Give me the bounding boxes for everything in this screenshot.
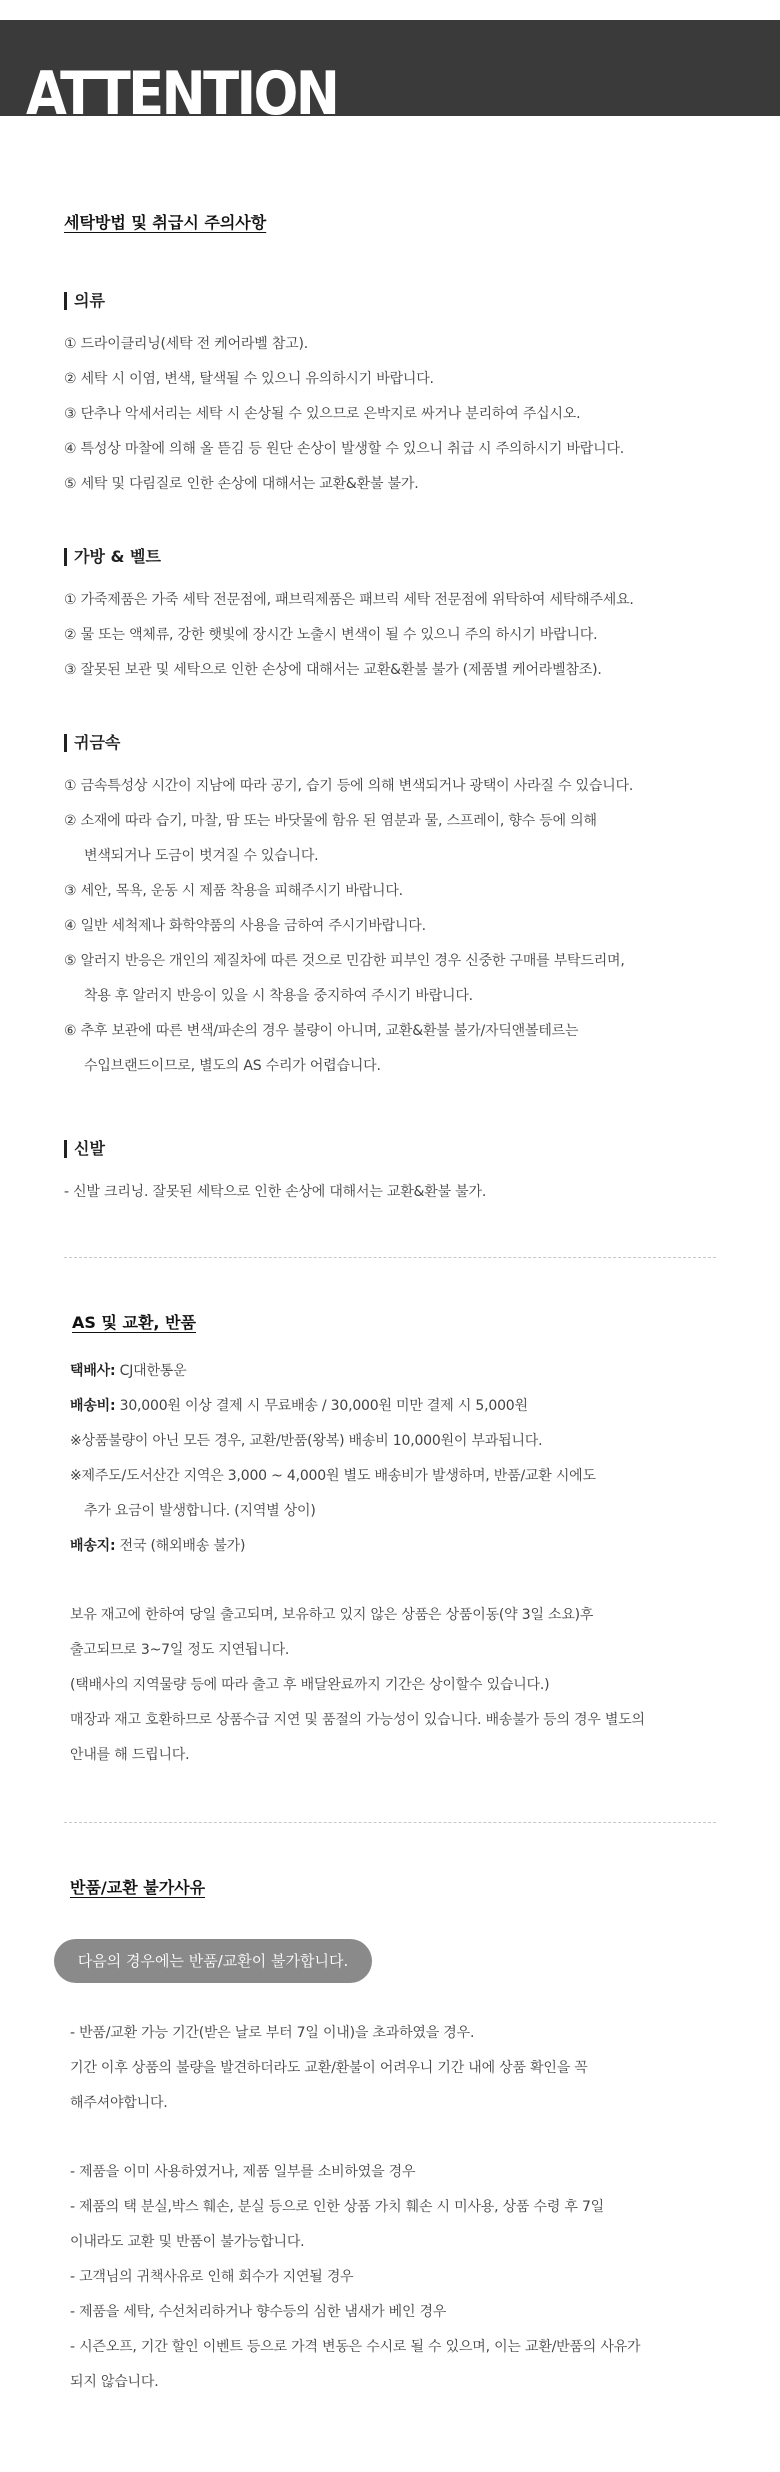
fee-row <box>70 1397 528 1415</box>
note-line-cont: 추가 요금이 발생합니다. (지역별 상이) <box>84 1503 316 1519</box>
metal-item: ① 금속특성상 시간이 지남에 따라 공기, 습기 등에 의해 변색되거나 광택이 사라질 수 있습니다. <box>64 778 634 794</box>
metal-item: ③ 세안, 목욕, 운동 시 제품 착용을 피해주시기 바랍니다. <box>64 883 403 899</box>
metal-item-cont: 수입브랜드이므로, 별도의 AS 수리가 어렵습니다. <box>84 1058 381 1074</box>
stock-line: 출고되므로 3~7일 정도 지연됩니다. <box>70 1642 290 1658</box>
return-line: - 제품을 세탁, 수선처리하거나 향수등의 심한 냄새가 베인 경우 <box>70 2304 447 2320</box>
bags-item: ① 가죽제품은 가죽 세탁 전문점에, 패브릭제품은 패브릭 세탁 전문점에 위탁하여 세탁해주세요. <box>64 592 634 608</box>
courier-label: 택배사: <box>70 1363 116 1379</box>
attention-banner <box>0 20 780 116</box>
return-line: - 제품의 택 분실,박스 훼손, 분실 등으로 인한 상품 가치 훼손 시 미사용, 상품 수령 후 7일 <box>70 2199 605 2215</box>
stock-line: 안내를 해 드립니다. <box>70 1747 190 1763</box>
metal-item-cont: 변색되거나 도금이 벗겨질 수 있습니다. <box>84 848 319 864</box>
clothing-item: ① 드라이클리닝(세탁 전 케어라벨 참고). <box>64 336 308 352</box>
return-line: 해주셔야합니다. <box>70 2095 168 2111</box>
area-row <box>70 1537 245 1555</box>
fee-label: 배송비: <box>70 1398 116 1414</box>
shoes-item: - 신발 크리닝. 잘못된 세탁으로 인한 손상에 대해서는 교환&환불 불가. <box>64 1184 487 1200</box>
banner-title: ATTENTION <box>26 59 338 116</box>
bags-item: ③ 잘못된 보관 및 세탁으로 인한 손상에 대해서는 교환&환불 불가 (제품별 케어라벨참조). <box>64 662 602 678</box>
return-line: 되지 않습니다. <box>70 2374 159 2390</box>
stock-line: 매장과 재고 호환하므로 상품수급 지연 및 품절의 가능성이 있습니다. 배송불가 등의 경우 별도의 <box>70 1712 645 1728</box>
note-line: ※상품불량이 아닌 모든 경우, 교환/반품(왕복) 배송비 10,000원이 부과됩니다. <box>70 1433 543 1449</box>
stock-line: 보유 재고에 한하여 당일 출고되며, 보유하고 있지 않은 상품은 상품이동(약 3일 소요)후 <box>70 1607 594 1623</box>
courier-row <box>70 1362 186 1380</box>
as-heading: AS 및 교환, 반품 <box>72 1313 196 1332</box>
returns-heading: 반품/교환 불가사유 <box>70 1878 206 1897</box>
return-line: - 제품을 이미 사용하였거나, 제품 일부를 소비하였을 경우 <box>70 2164 416 2180</box>
courier-value: CJ대한통운 <box>115 1363 187 1379</box>
area-value: 전국 (해외배송 불가) <box>115 1538 246 1554</box>
return-line: 이내라도 교환 및 반품이 불가능합니다. <box>70 2234 305 2250</box>
section-divider <box>64 1822 716 1823</box>
clothing-item: ⑤ 세탁 및 다림질로 인한 손상에 대해서는 교환&환불 불가. <box>64 476 419 492</box>
notice-pill: 다음의 경우에는 반품/교환이 불가합니다. <box>54 1939 372 1983</box>
metal-item: ⑤ 알러지 반응은 개인의 제질차에 따른 것으로 민감한 피부인 경우 신중한 구매를 부탁드리며, <box>64 953 625 969</box>
stock-line: (택배사의 지역물량 등에 따라 출고 후 배달완료까지 기간은 상이할수 있습니다.) <box>70 1677 550 1693</box>
bags-title: 가방 & 벨트 <box>64 548 161 566</box>
metal-item-cont: 착용 후 알러지 반응이 있을 시 착용을 중지하여 주시기 바랍니다. <box>84 988 473 1004</box>
note-line: ※제주도/도서산간 지역은 3,000 ~ 4,000원 별도 배송비가 발생하며, 반품/교환 시에도 <box>70 1468 596 1484</box>
metal-item: ⑥ 추후 보관에 따른 변색/파손의 경우 불량이 아니며, 교환&환불 불가/자딕앤볼테르는 <box>64 1023 579 1039</box>
metal-item: ④ 일반 세척제나 화학약품의 사용을 금하여 주시기바랍니다. <box>64 918 426 934</box>
clothing-title: 의류 <box>64 292 105 310</box>
clothing-item: ② 세탁 시 이염, 변색, 탈색될 수 있으니 유의하시기 바랍니다. <box>64 371 434 387</box>
area-label: 배송지: <box>70 1538 116 1554</box>
fee-value: 30,000원 이상 결제 시 무료배송 / 30,000원 미만 결제 시 5,000원 <box>115 1398 528 1414</box>
section-divider <box>64 1257 716 1258</box>
shoes-title: 신발 <box>64 1140 105 1158</box>
clothing-item: ④ 특성상 마찰에 의해 올 뜯김 등 원단 손상이 발생할 수 있으니 취급 시 주의하시기 바랍니다. <box>64 441 625 457</box>
metal-title: 귀금속 <box>64 734 120 752</box>
return-line: - 반품/교환 가능 기간(받은 날로 부터 7일 이내)을 초과하였을 경우. <box>70 2025 475 2041</box>
care-heading: 세탁방법 및 취급시 주의사항 <box>64 213 267 232</box>
return-line: - 시즌오프, 기간 할인 이벤트 등으로 가격 변동은 수시로 될 수 있으며, 이는 교환/반품의 사유가 <box>70 2339 641 2355</box>
return-line: - 고객님의 귀책사유로 인해 회수가 지연될 경우 <box>70 2269 354 2285</box>
return-line: 기간 이후 상품의 불량을 발견하더라도 교환/환불이 어려우니 기간 내에 상품 확인을 꼭 <box>70 2060 588 2076</box>
metal-item: ② 소재에 따라 습기, 마찰, 땀 또는 바닷물에 함유 된 염분과 물, 스프레이, 향수 등에 의해 <box>64 813 597 829</box>
bags-item: ② 물 또는 액체류, 강한 햇빛에 장시간 노출시 변색이 될 수 있으니 주의 하시기 바랍니다. <box>64 627 598 643</box>
clothing-item: ③ 단추나 악세서리는 세탁 시 손상될 수 있으므로 은박지로 싸거나 분리하여 주십시오. <box>64 406 581 422</box>
